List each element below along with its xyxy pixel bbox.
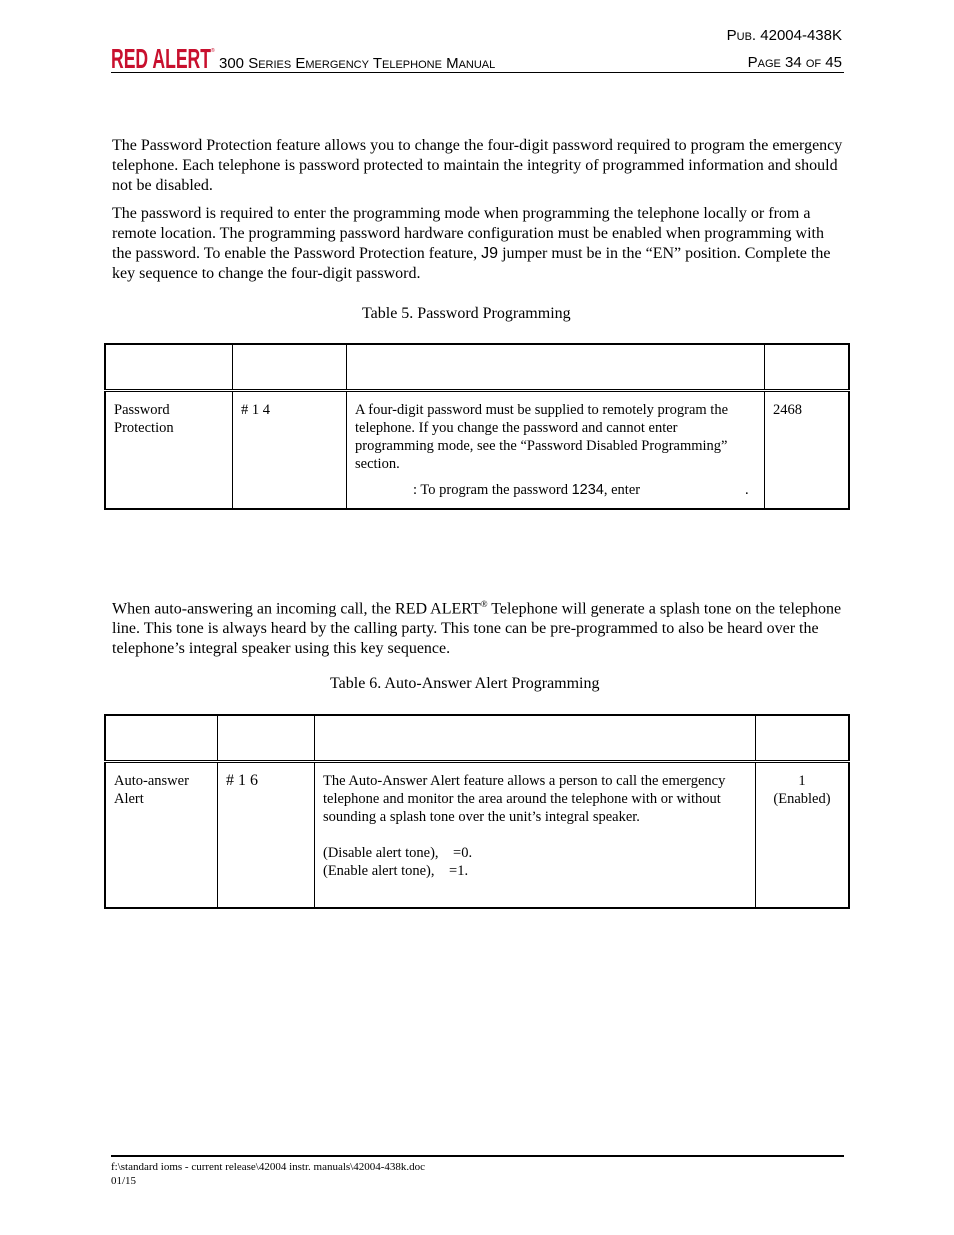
table-header-row: [105, 344, 849, 391]
example-code: 1234: [571, 482, 604, 498]
publication-number: Pub. 42004-438K: [726, 27, 842, 44]
table-header-row: [105, 715, 849, 762]
example-end: .: [745, 482, 749, 498]
sequence-cell: [218, 762, 315, 908]
default-cell: [765, 391, 850, 509]
red-alert-logo: [111, 44, 215, 75]
header-cell: [105, 344, 233, 391]
auto-answer-alert-table: [104, 714, 850, 909]
key-sequence: # 1 4: [241, 402, 270, 418]
password-programming-table: [104, 343, 850, 510]
jumper-label: J9: [481, 245, 499, 262]
header-cell: [347, 344, 765, 391]
footer: [111, 1160, 425, 1188]
password-intro-paragraph: The Password Protection feature allows you to change the four-digit password required to program the emergency telephone. Each telephone is password protected to maintain the integrity of programmed information and should not be disabled.: [112, 137, 843, 194]
default-cell: [756, 762, 850, 908]
example-note: [355, 481, 756, 499]
paragraph-text: When auto-answering an incoming call, the RED ALERT: [112, 600, 481, 618]
revision-date: 01/15: [111, 1175, 137, 1187]
table-row: [105, 391, 849, 509]
header-cell: [233, 344, 347, 391]
auto-answer-paragraph: [112, 594, 847, 659]
page-number: Page 34 of 45: [747, 54, 842, 71]
feature-name: Password Protection: [114, 402, 174, 436]
sequence-cell: [233, 391, 347, 509]
header-cell: [765, 344, 850, 391]
table-row: [105, 762, 849, 908]
footer-rule: [111, 1155, 844, 1157]
feature-cell: [105, 391, 233, 509]
description-cell: [315, 762, 756, 908]
paragraph-text: The password is required to enter the programming mode when programming the telephone locally or from a remote location. The programming password hardware configuration must be enabled when programming with the password. To enable the Password Protection feature,: [112, 205, 824, 262]
default-label: (Enabled): [773, 791, 831, 807]
example-text: , enter: [603, 482, 641, 498]
table-5-caption: Table 5. Password Programming: [362, 305, 571, 322]
feature-cell: [105, 762, 218, 908]
feature-name: Auto-answer Alert: [114, 773, 189, 807]
paragraph-text: Telephone will generate a splash tone on the telephone line. This tone is always heard by the calling party. This tone can be pre-programmed to also be heard over the telephone’s integral speaker using this key sequence.: [112, 600, 842, 658]
header-cell: [218, 715, 315, 762]
manual-title: 300 Series Emergency Telephone Manual: [219, 55, 496, 72]
paragraph-text: jumper must be in the “EN” position. Complete the key sequence to change the four-digit password.: [112, 245, 831, 282]
default-value: 1: [798, 773, 806, 789]
header-cell: [315, 715, 756, 762]
example-text: : To program the password: [413, 482, 572, 498]
default-value: 2468: [773, 402, 802, 418]
header-cell: [105, 715, 218, 762]
registered-mark: ®: [480, 599, 488, 609]
key-sequence: # 1 6: [226, 772, 258, 789]
password-jumper-paragraph: [112, 204, 847, 284]
header-rule: [111, 72, 844, 73]
feature-description: The Auto-Answer Alert feature allows a person to call the emergency telephone and monitor the area around the telephone with or without sounding a splash tone over the unit’s integral speaker.: [323, 773, 726, 825]
svg-text:®: ®: [211, 48, 215, 54]
table-6-caption: Table 6. Auto-Answer Alert Programming: [330, 675, 600, 692]
disable-option: (Disable alert tone), =0.: [323, 845, 473, 861]
enable-option: (Enable alert tone), =1.: [323, 863, 469, 879]
header-cell: [756, 715, 850, 762]
svg-text:RED ALERT: RED ALERT: [111, 44, 211, 70]
description-cell: [347, 391, 765, 509]
feature-description: A four-digit password must be supplied to remotely program the telephone. If you change the password and cannot enter programming mode, see the “Password Disabled Programming” section.: [355, 402, 729, 472]
file-path: f:\standard ioms - current release\42004 instr. manuals\42004-438k.doc: [111, 1161, 426, 1173]
